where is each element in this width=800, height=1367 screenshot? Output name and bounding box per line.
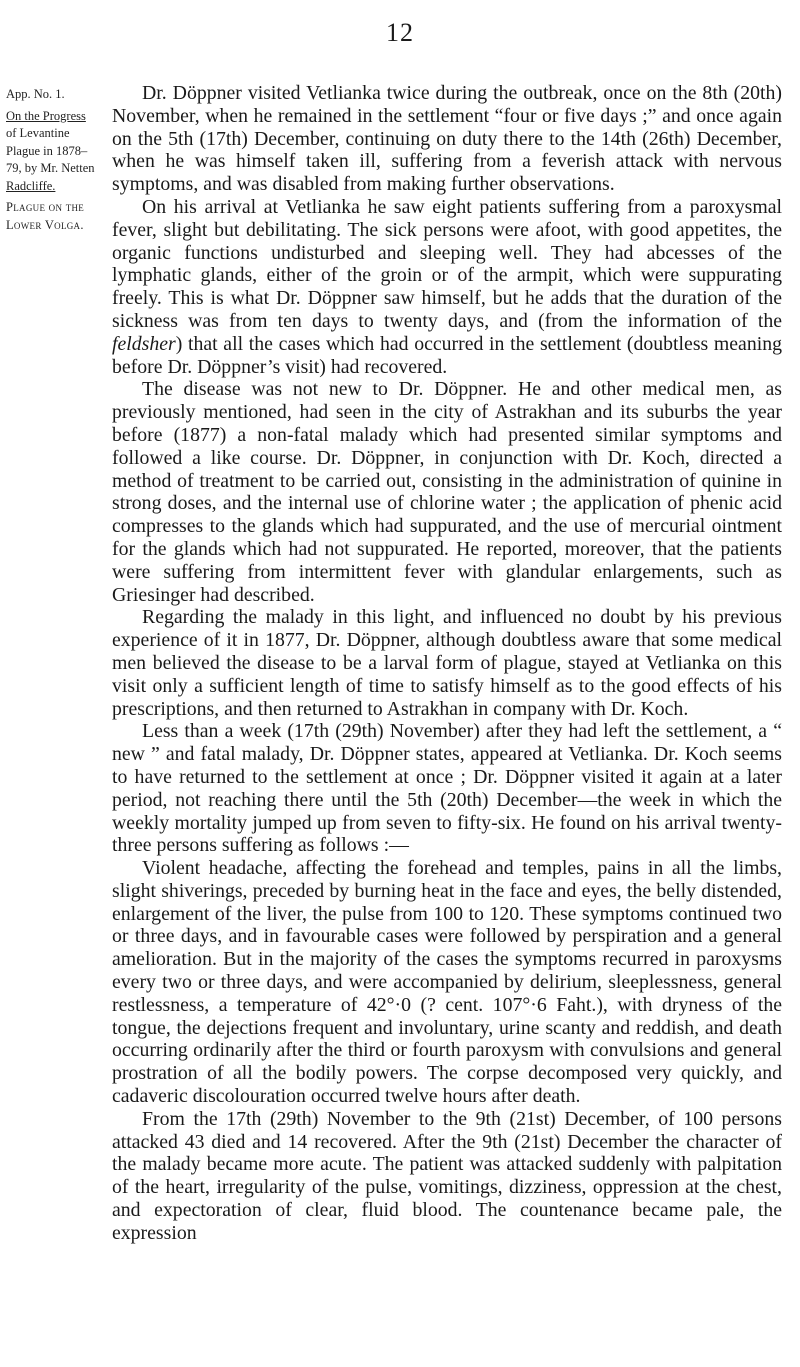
margin-line: 79, by Mr. Netten	[6, 161, 95, 175]
paragraph: Regarding the malady in this light, and influenced no doubt by his previous experience of it in 1877, Dr. Döppner, although doubtless aware that some medical men believed the disease to be a larval form of plague, stayed at Vetlianka on this visit only a sufficient length of time to satisfy himself as to the good effects of his prescriptions, and then returned to Astrakhan in company with Dr. Koch.	[112, 606, 782, 720]
margin-line: Plague in 1878–	[6, 143, 88, 158]
paragraph: The disease was not new to Dr. Döppner. He and other medical men, as previously mentioned, had seen in the city of Astrakhan and its suburbs the year before (1877) a non-fatal malady which had presented similar symptoms and followed a like course. Dr. Döppner, in conjunction with Dr. Koch, directed a method of treatment to be carried out, consisting in the administration of quinine in strong doses, and the internal use of chlorine water ; the application of phenic acid compresses to the glands which had suppurated, and the use of mercurial ointment for the glands which had not suppurated. He reported, moreover, that the patients were suffering from intermittent fever with glandular enlargements, such as Griesinger had described.	[112, 378, 782, 606]
paragraph: From the 17th (29th) November to the 9th (21st) December, of 100 persons attacked 43 died and 14 recovered. After the 9th (21st) December the character of the malady became more acute. The patient was attacked suddenly with palpitation of the heart, irregularity of the pulse, vomitings, dizziness, oppression at the chest, and expectoration of clear, fluid blood. The countenance became pale, the expression	[112, 1107, 782, 1244]
paragraph: Violent headache, affecting the forehead and temples, pains in all the limbs, slight shiverings, preceded by burning heat in the face and eyes, the belly distended, enlargement of the liver, the pulse from 100 to 120. These symptoms continued two or three days, and in favourable cases were followed by perspiration and a general amelioration. But in the majority of the cases the symptoms recurred in paroxysms every two or three days, and were accompanied by delirium, sleeplessness, general restlessness, a temperature of 42°·0 (? cent. 107°·6 Faht.), with dryness of the tongue, the dejections frequent and involuntary, urine scanty and reddish, and death occurring ordinarily after the third or fourth paroxysm with convulsions and general prostration of all the bodily powers. The corpse decomposed very quickly, and cadaveric discolouration occurred twelve hours after death.	[112, 857, 782, 1108]
margin-line: On the Progress	[6, 108, 86, 123]
margin-line: of Levantine	[6, 126, 70, 140]
margin-line: Radcliffe.	[6, 178, 56, 193]
section-heading: Plague on the	[6, 200, 85, 214]
section-heading: Lower Volga.	[6, 217, 84, 232]
appendix-label: App. No. 1.	[6, 87, 65, 101]
paragraph: Less than a week (17th (29th) November) after they had left the settlement, a “ new ” and fatal malady, Dr. Döppner states, appeared at Vetlianka. Dr. Koch seems to have returned to the settlement at once ; Dr. Döppner visited it again at a later period, not reaching there until the 5th (20th) December—the week in which the weekly mortality jumped up from seven to fifty-six. He found on his arrival twenty-three persons suffering as follows :—	[112, 720, 782, 857]
margin-notes	[6, 86, 102, 234]
page-number: 12	[386, 18, 414, 47]
paragraph: Dr. Döppner visited Vetlianka twice during the outbreak, once on the 8th (20th) November, when he remained in the settlement “four or five days ;” and once again on the 5th (17th) December, continuing on duty there to the 14th (26th) December, when he was himself taken ill, suffering from a feverish attack with nervous symptoms, and was disabled from making further observations.	[112, 82, 782, 196]
paragraph: On his arrival at Vetlianka he saw eight patients suffering from a paroxysmal fever, slight but debilitating. The sick persons were afoot, with good appetites, the organic functions undisturbed and sleeping well. They had abcesses of the lymphatic glands, either of the groin or of the armpit, which were suppurating freely. This is what Dr. Döppner saw himself, but he adds that the duration of the sickness was from ten days to twenty days, and (from the information of the feldsher) that all the cases which had occurred in the settlement (doubtless meaning before Dr. Döppner’s visit) had recovered.	[112, 195, 782, 378]
body-text	[112, 82, 782, 1245]
